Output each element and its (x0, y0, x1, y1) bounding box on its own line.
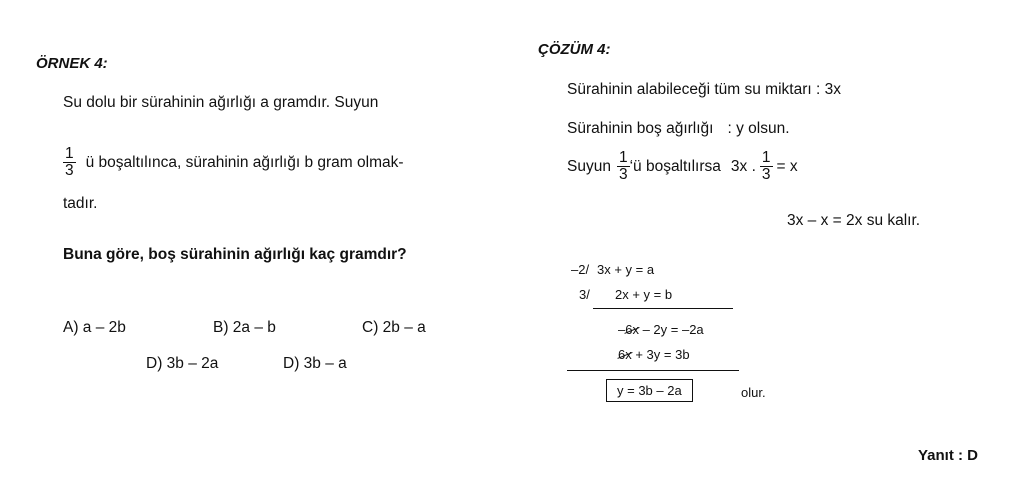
example-heading: ÖRNEK 4: (36, 55, 108, 72)
equation-2: 2x + y = b (615, 287, 673, 302)
option-d-second: D) 3b – a (283, 355, 347, 372)
answer-label: Yanıt : D (918, 447, 979, 464)
result-suffix: olur. (741, 385, 766, 400)
solution-line1: Sürahinin alabileceği tüm su miktarı : 3x (567, 81, 841, 98)
fraction-one-third: $\frac{1}{3}$ (65, 145, 74, 180)
example-paragraph-line2: $\frac{1}{3}$ ü boşaltılınca, sürahinin ağırlığı b gram olmak- (65, 145, 404, 180)
option-b: B) 2a – b (213, 319, 276, 336)
multiplier-1: –2/ (571, 262, 590, 277)
option-c: C) 2b – a (362, 319, 426, 336)
option-a: A) a – 2b (63, 319, 126, 336)
equation-1: 3x + y = a (597, 262, 655, 277)
solution-line2: Sürahinin boş ağırlığı : y olsun. (567, 120, 790, 137)
example-question: Buna göre, boş sürahinin ağırlığı kaç gramdır? (63, 246, 407, 263)
example-paragraph-line1: Su dolu bir sürahinin ağırlığı a gramdır. Suyun (63, 94, 379, 111)
fraction-one-third-b: $\frac{1}{3}$ (761, 149, 771, 184)
fraction-one-third-a: $\frac{1}{3}$ (618, 149, 628, 184)
option-d-first: D) 3b – 2a (146, 355, 219, 372)
solution-heading: ÇÖZÜM 4: (538, 41, 611, 58)
result-box: y = 3b – 2a (606, 379, 693, 402)
multiplier-2: 3/ (579, 287, 590, 302)
solution-line4: 3x – x = 2x su kalır. (787, 212, 921, 229)
equation-4: 6x + 3y = 3b (618, 347, 690, 362)
divider-1 (593, 308, 733, 309)
equation-3: –6x – 2y = –2a (618, 322, 704, 337)
solution-line3: Suyun $\frac{1}{3}$ ‘ü boşaltılırsa 3x . $\frac{1}{3}$ = x (567, 149, 798, 184)
divider-2 (567, 370, 739, 371)
example-paragraph-line3: tadır. (63, 195, 98, 212)
